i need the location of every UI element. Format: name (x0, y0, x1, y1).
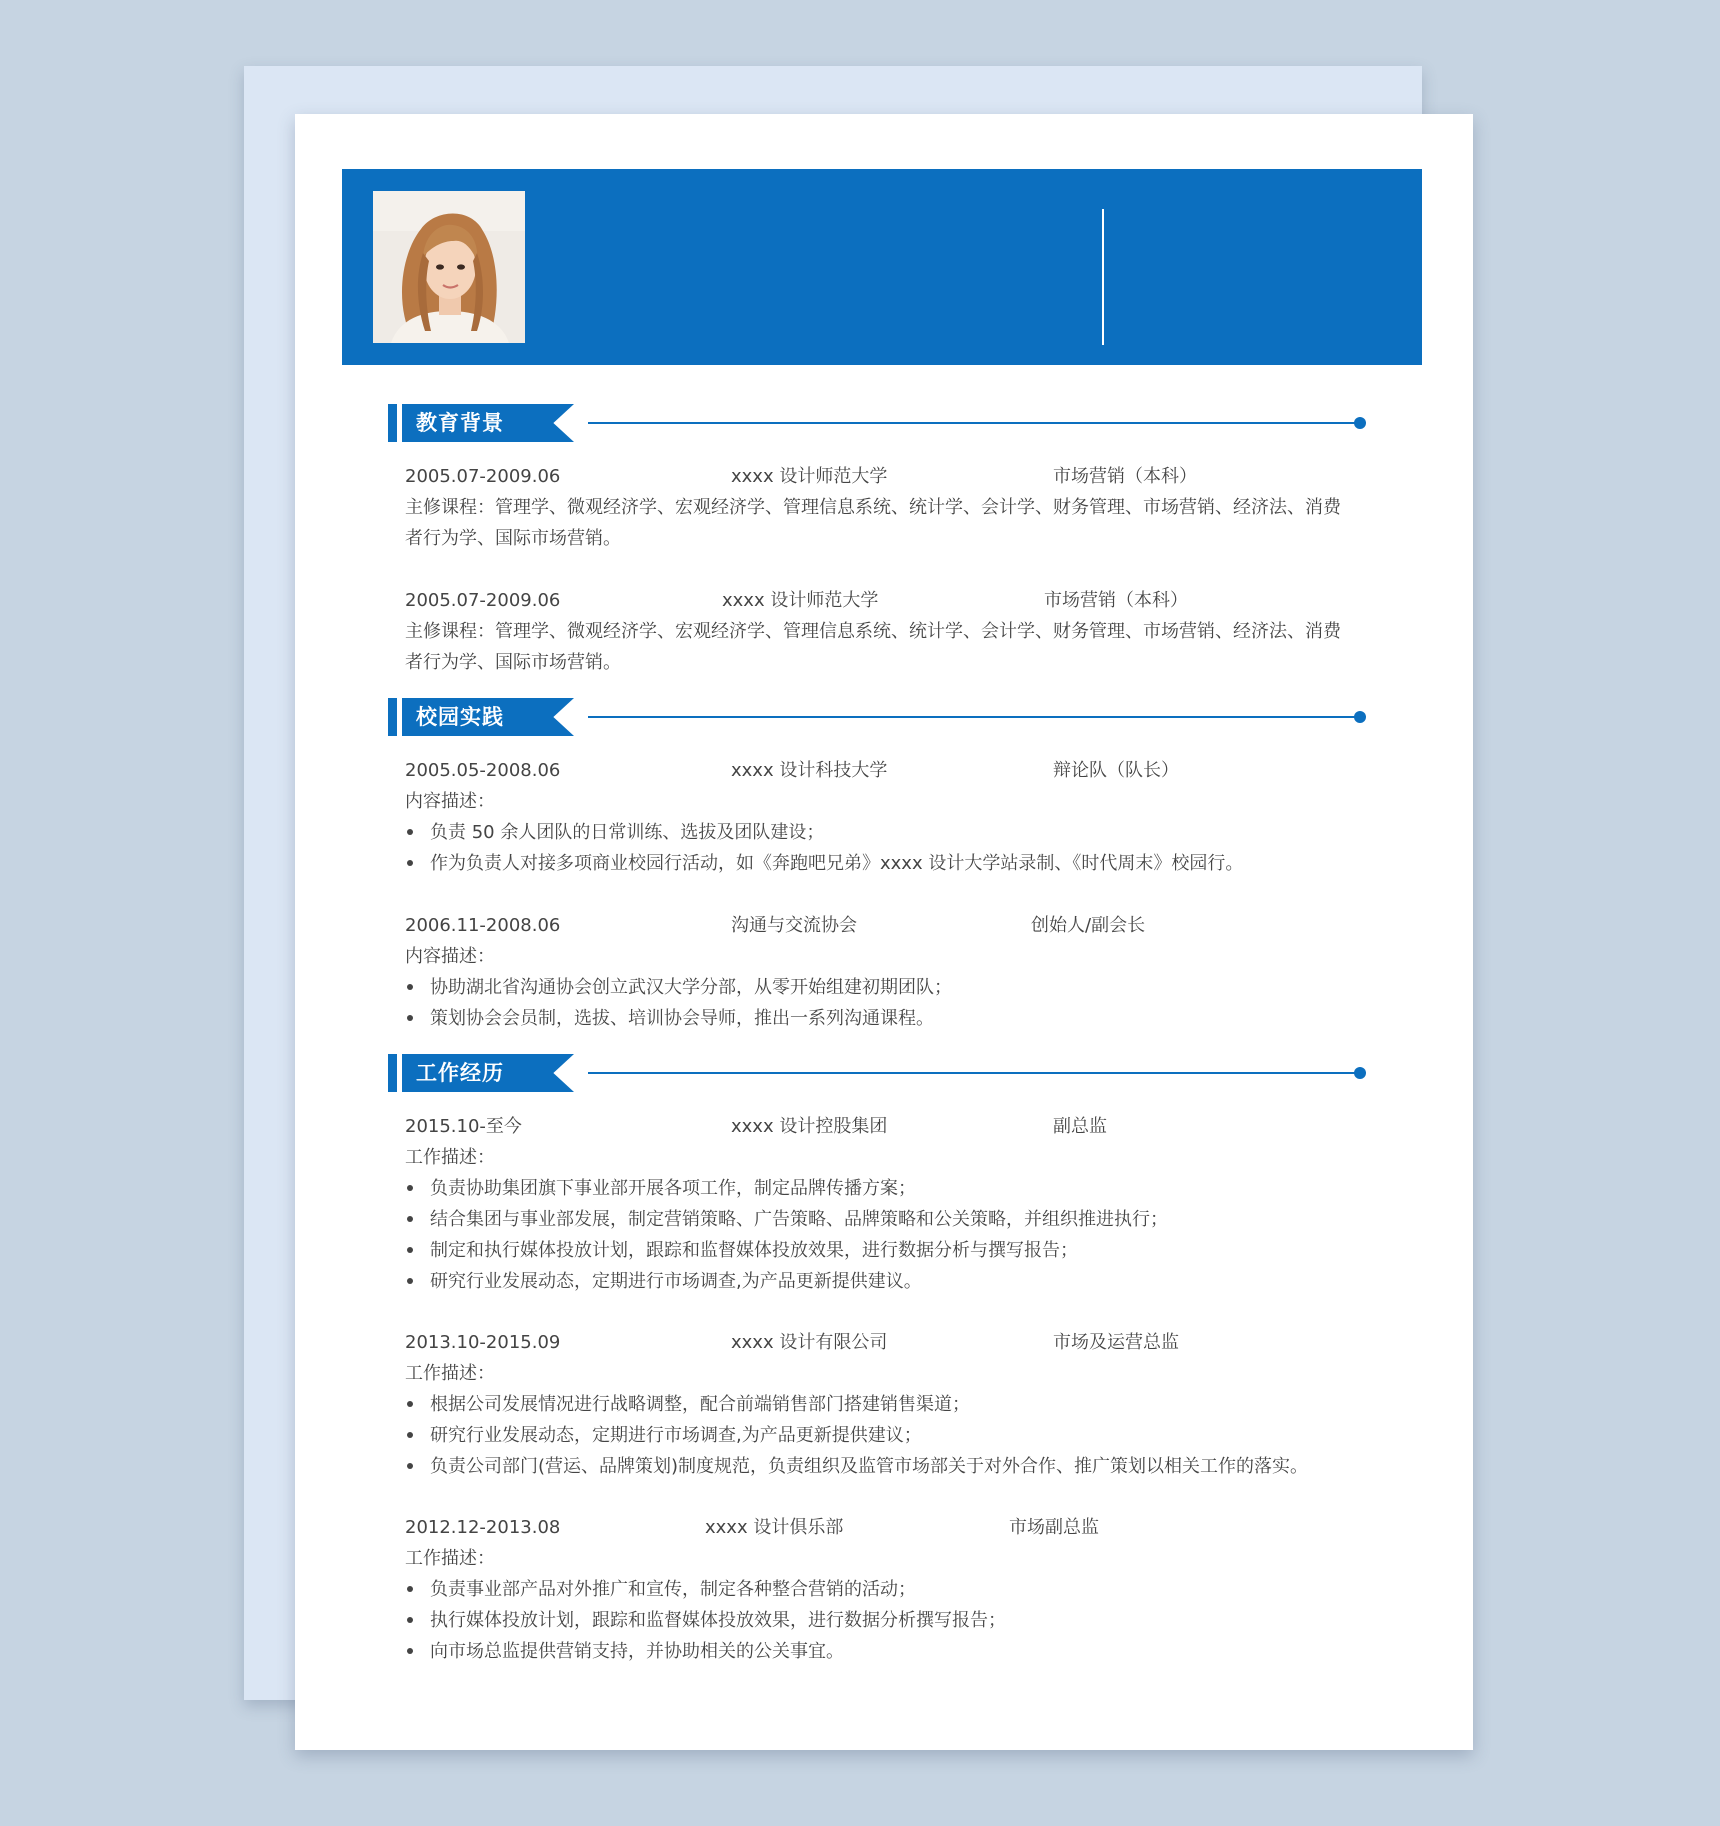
section-title: 工作经历 (416, 1061, 504, 1085)
section-title: 校园实践 (416, 705, 504, 729)
list-item-text: 负责事业部产品对外推广和宣传，制定各种整合营销的活动； (430, 1579, 916, 1600)
work1-label: 工作描述： (405, 1147, 495, 1168)
section-header-education (388, 404, 1388, 442)
bullet-dot (407, 829, 413, 835)
work1-company: xxxx 设计控股集团 (731, 1116, 888, 1137)
list-item-text: 作为负责人对接多项商业校园行活动，如《奔跑吧兄弟》xxxx 设计大学站录制、《时代周末》校园行。 (430, 853, 1244, 874)
resume-page (295, 114, 1473, 1750)
bullet-dot (407, 1648, 413, 1654)
section-rule-dot (1354, 1067, 1366, 1079)
edu1-major: 市场营销（本科） (1053, 466, 1197, 487)
work3-title: 市场副总监 (1009, 1517, 1099, 1538)
campus2-label: 内容描述： (405, 946, 495, 967)
work3-date: 2012.12-2013.08 (405, 1517, 561, 1538)
list-item (405, 1578, 916, 1602)
work3-company: xxxx 设计俱乐部 (705, 1517, 844, 1538)
edu1-date: 2005.07-2009.06 (405, 466, 561, 487)
work3-label: 工作描述： (405, 1548, 495, 1569)
edu1-courses: 主修课程：管理学、微观经济学、宏观经济学、管理信息系统、统计学、会计学、财务管理、市场营销、经济法、消费者行为学、国际市场营销。 (405, 497, 1341, 549)
list-item (405, 1177, 916, 1201)
bullet-dot (407, 1617, 413, 1623)
campus2-role: 创始人/副会长 (1031, 915, 1146, 936)
portrait-photo (373, 191, 525, 343)
section-title: 教育背景 (416, 411, 504, 435)
section-rule (588, 422, 1360, 424)
campus1-role: 辩论队（队长） (1053, 760, 1179, 781)
list-item-text: 研究行业发展动态，定期进行市场调查,为产品更新提供建议。 (430, 1271, 922, 1292)
campus1-label: 内容描述： (405, 791, 495, 812)
edu2-major: 市场营销（本科） (1044, 590, 1188, 611)
header-divider (1102, 209, 1104, 345)
list-item-text: 负责公司部门(营运、品牌策划)制度规范，负责组织及监管市场部关于对外合作、推广策划以相关工作的落实。 (430, 1456, 1309, 1477)
campus2-org: 沟通与交流协会 (731, 915, 857, 936)
campus2-date: 2006.11-2008.06 (405, 915, 561, 936)
list-item (405, 852, 1243, 876)
bullet-dot (407, 1278, 413, 1284)
list-item (405, 1208, 1168, 1232)
list-item (405, 1393, 970, 1417)
list-item (405, 976, 952, 1000)
section-rule (588, 716, 1360, 718)
section-rule-dot (1354, 417, 1366, 429)
bullet-dot (407, 1432, 413, 1438)
list-item (405, 1270, 922, 1294)
bullet-dot (407, 860, 413, 866)
bullet-dot (407, 1586, 413, 1592)
list-item (405, 1609, 1006, 1633)
list-item-text: 制定和执行媒体投放计划，跟踪和监督媒体投放效果，进行数据分析与撰写报告； (430, 1240, 1078, 1261)
bullet-dot (407, 1401, 413, 1407)
bullet-dot (407, 1247, 413, 1253)
bullet-dot (407, 1216, 413, 1222)
work1-title: 副总监 (1053, 1116, 1107, 1137)
list-item-text: 负责协助集团旗下事业部开展各项工作，制定品牌传播方案； (430, 1178, 916, 1199)
bullet-dot (407, 1185, 413, 1191)
campus1-org: xxxx 设计科技大学 (731, 760, 888, 781)
list-item (405, 1640, 844, 1664)
work2-date: 2013.10-2015.09 (405, 1332, 561, 1353)
list-item-text: 策划协会会员制，选拔、培训协会导师，推出一系列沟通课程。 (430, 1008, 934, 1029)
list-item-text: 结合集团与事业部发展，制定营销策略、广告策略、品牌策略和公关策略，并组织推进执行； (430, 1209, 1168, 1230)
section-rule-dot (1354, 711, 1366, 723)
campus1-date: 2005.05-2008.06 (405, 760, 561, 781)
list-item-text: 研究行业发展动态，定期进行市场调查,为产品更新提供建议； (430, 1425, 922, 1446)
edu2-date: 2005.07-2009.06 (405, 590, 561, 611)
work2-company: xxxx 设计有限公司 (731, 1332, 888, 1353)
list-item (405, 1455, 1308, 1479)
bullet-dot (407, 1463, 413, 1469)
bullet-dot (407, 984, 413, 990)
list-item-text: 负责 50 余人团队的日常训练、选拔及团队建设； (430, 822, 825, 843)
work2-title: 市场及运营总监 (1053, 1332, 1179, 1353)
list-item-text: 根据公司发展情况进行战略调整，配合前端销售部门搭建销售渠道； (430, 1394, 970, 1415)
list-item (405, 1239, 1078, 1263)
header-band (342, 169, 1422, 365)
work1-date: 2015.10-至今 (405, 1116, 522, 1137)
bullet-dot (407, 1015, 413, 1021)
section-header-campus (388, 698, 1388, 736)
section-marker (388, 698, 397, 736)
section-marker (388, 1054, 397, 1092)
section-marker (388, 404, 397, 442)
list-item-text: 协助湖北省沟通协会创立武汉大学分部，从零开始组建初期团队； (430, 977, 952, 998)
list-item (405, 1007, 934, 1031)
list-item (405, 1424, 922, 1448)
list-item-text: 向市场总监提供营销支持，并协助相关的公关事宜。 (430, 1641, 844, 1662)
section-header-work (388, 1054, 1388, 1092)
list-item (405, 821, 824, 845)
edu2-courses: 主修课程：管理学、微观经济学、宏观经济学、管理信息系统、统计学、会计学、财务管理、市场营销、经济法、消费者行为学、国际市场营销。 (405, 621, 1341, 673)
section-rule (588, 1072, 1360, 1074)
work2-label: 工作描述： (405, 1363, 495, 1384)
list-item-text: 执行媒体投放计划，跟踪和监督媒体投放效果，进行数据分析撰写报告； (430, 1610, 1006, 1631)
edu1-school: xxxx 设计师范大学 (731, 466, 888, 487)
portrait-illustration (373, 191, 525, 343)
edu2-school: xxxx 设计师范大学 (722, 590, 879, 611)
